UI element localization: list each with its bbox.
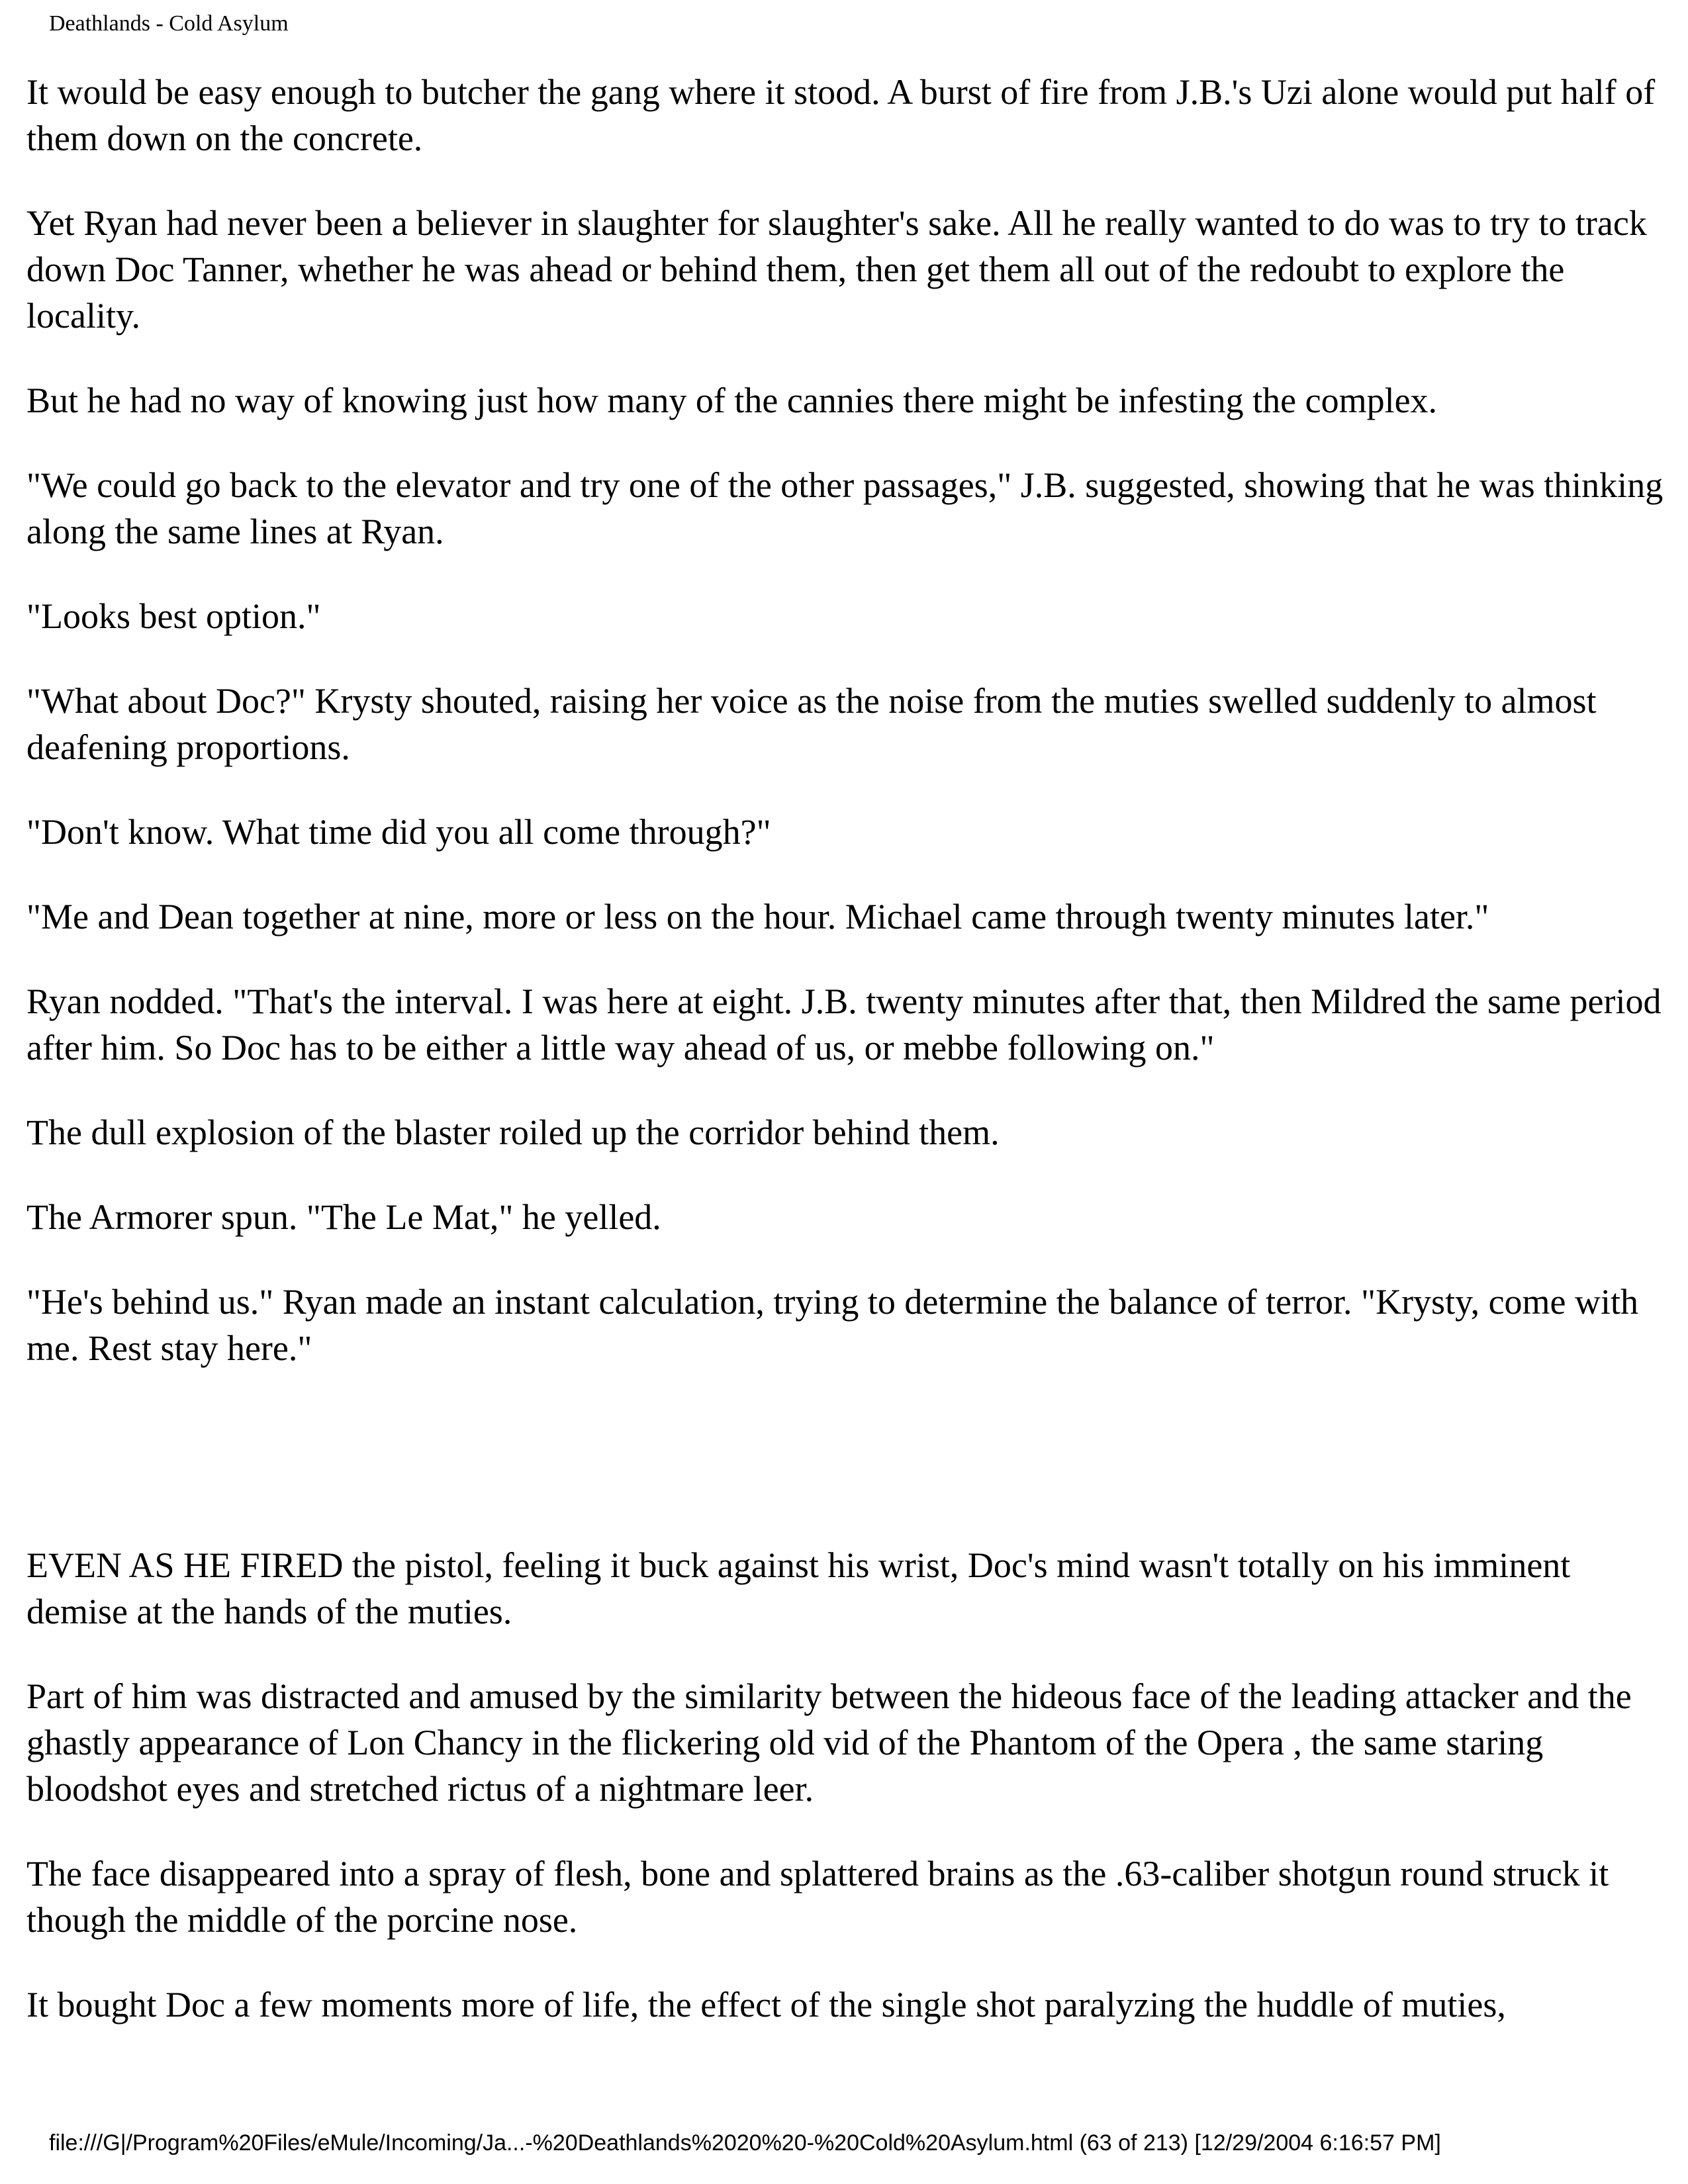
paragraph: Ryan nodded. "That's the interval. I was here at eight. J.B. twenty minutes after that, then Mildred the same period after him. So Doc has to be either a little way ahead of us, or mebbe following on." bbox=[26, 981, 1662, 1068]
paragraph: Part of him was distracted and amused by the similarity between the hideous face of the leading attacker and the ghastly appearance of Lon Chancy in the flickering old vid of the Phantom of the Opera , the same staring bloodshot eyes and stretched rictus of a nightmare leer. bbox=[26, 1676, 1632, 1809]
paragraph: "We could go back to the elevator and try one of the other passages," J.B. suggested, showing that he was thinking along the same lines at Ryan. bbox=[26, 465, 1664, 551]
paragraph: "Don't know. What time did you all come through?" bbox=[26, 812, 771, 852]
paragraph: The face disappeared into a spray of flesh, bone and splattered brains as the .63-caliber shotgun round struck it though the middle of the porcine nose. bbox=[26, 1854, 1609, 1940]
page-header-title: Deathlands - Cold Asylum bbox=[49, 11, 289, 36]
document-body bbox=[26, 69, 1668, 2066]
paragraph: "What about Doc?" Krysty shouted, raising her voice as the noise from the muties swelled suddenly to almost deafening proportions. bbox=[26, 681, 1597, 767]
paragraph: "He's behind us." Ryan made an instant calculation, trying to determine the balance of terror. "Krysty, come with me. Rest stay here." bbox=[26, 1282, 1639, 1368]
paragraph: The Armorer spun. "The Le Mat," he yelled. bbox=[26, 1197, 661, 1237]
paragraph: The dull explosion of the blaster roiled up the corridor behind them. bbox=[26, 1113, 1000, 1152]
paragraph: "Me and Dean together at nine, more or less on the hour. Michael came through twenty minutes later." bbox=[26, 897, 1489, 936]
paragraph: It would be easy enough to butcher the gang where it stood. A burst of fire from J.B.'s Uzi alone would put half of them down on the concrete. bbox=[26, 72, 1656, 158]
page-footer-url: file:///G|/Program%20Files/eMule/Incoming/Ja...-%20Deathlands%2020%20-%20Cold%20Asylum.html (63 of 213) [12/29/2004 6:16:57 PM] bbox=[49, 2130, 1441, 2156]
paragraph: It bought Doc a few moments more of life, the effect of the single shot paralyzing the huddle of muties, bbox=[26, 1985, 1506, 2025]
paragraph: EVEN AS HE FIRED the pistol, feeling it buck against his wrist, Doc's mind wasn't totally on his imminent demise at the hands of the muties. bbox=[26, 1545, 1571, 1631]
paragraph: But he had no way of knowing just how many of the cannies there might be infesting the complex. bbox=[26, 381, 1438, 420]
paragraph: "Looks best option." bbox=[26, 596, 321, 636]
scene-break-spacer bbox=[26, 1410, 1668, 1542]
paragraph: Yet Ryan had never been a believer in slaughter for slaughter's sake. All he really wanted to do was to try to track down Doc Tanner, whether he was ahead or behind them, then get them all out of the redoubt to explore the locality. bbox=[26, 203, 1647, 336]
